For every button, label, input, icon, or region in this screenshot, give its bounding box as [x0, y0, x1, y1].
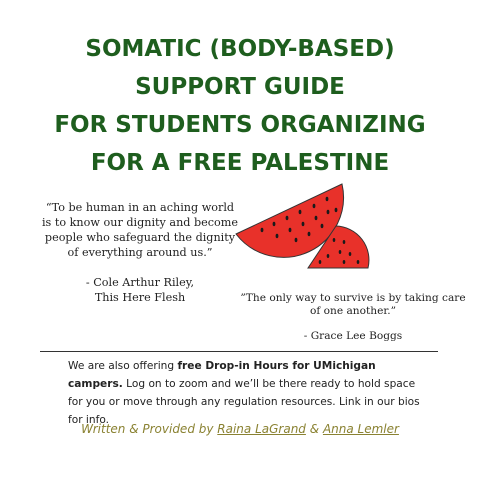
- title-line-2: SUPPORT GUIDE: [135, 74, 345, 100]
- credit-prefix: Written & Provided by: [81, 422, 218, 436]
- info-lead: We are also offering: [68, 360, 178, 372]
- quote-riley-source: This Here Flesh: [94, 291, 186, 304]
- watermelon-slices-icon: [232, 182, 372, 282]
- quote-riley-text: “To be human in an aching world is to know our dignity and become people who safeguard the dignity of everything around us.”: [41, 201, 239, 259]
- drop-in-hours-info: [68, 357, 428, 429]
- title-line-1: SOMATIC (BODY-BASED): [85, 36, 395, 62]
- quote-boggs-text: ”The only way to survive is by taking care of one another.”: [240, 292, 466, 317]
- quote-boggs-attribution: - Grace Lee Boggs: [303, 330, 403, 342]
- title-line-4: FOR A FREE PALESTINE: [90, 150, 390, 176]
- author-link-raina[interactable]: Raina LaGrand: [217, 422, 306, 436]
- quote-riley-attribution: [40, 275, 240, 305]
- title-line-3: FOR STUDENTS ORGANIZING: [54, 112, 426, 138]
- quote-riley-author: - Cole Arthur Riley,: [85, 276, 195, 289]
- info-highlight: free Drop-in Hours for UMichigan campers.: [68, 360, 376, 390]
- credit-line: [0, 422, 480, 436]
- credit-joiner: &: [305, 422, 323, 436]
- quote-riley: [40, 200, 240, 305]
- info-details: Log on to zoom and we’ll be there ready to hold space for you or move through any regulation resources. Link in our bios for info.: [68, 378, 420, 426]
- divider: [40, 351, 438, 352]
- quote-boggs: [238, 292, 468, 343]
- author-link-anna[interactable]: Anna Lemler: [322, 422, 399, 436]
- page-title: [0, 30, 480, 182]
